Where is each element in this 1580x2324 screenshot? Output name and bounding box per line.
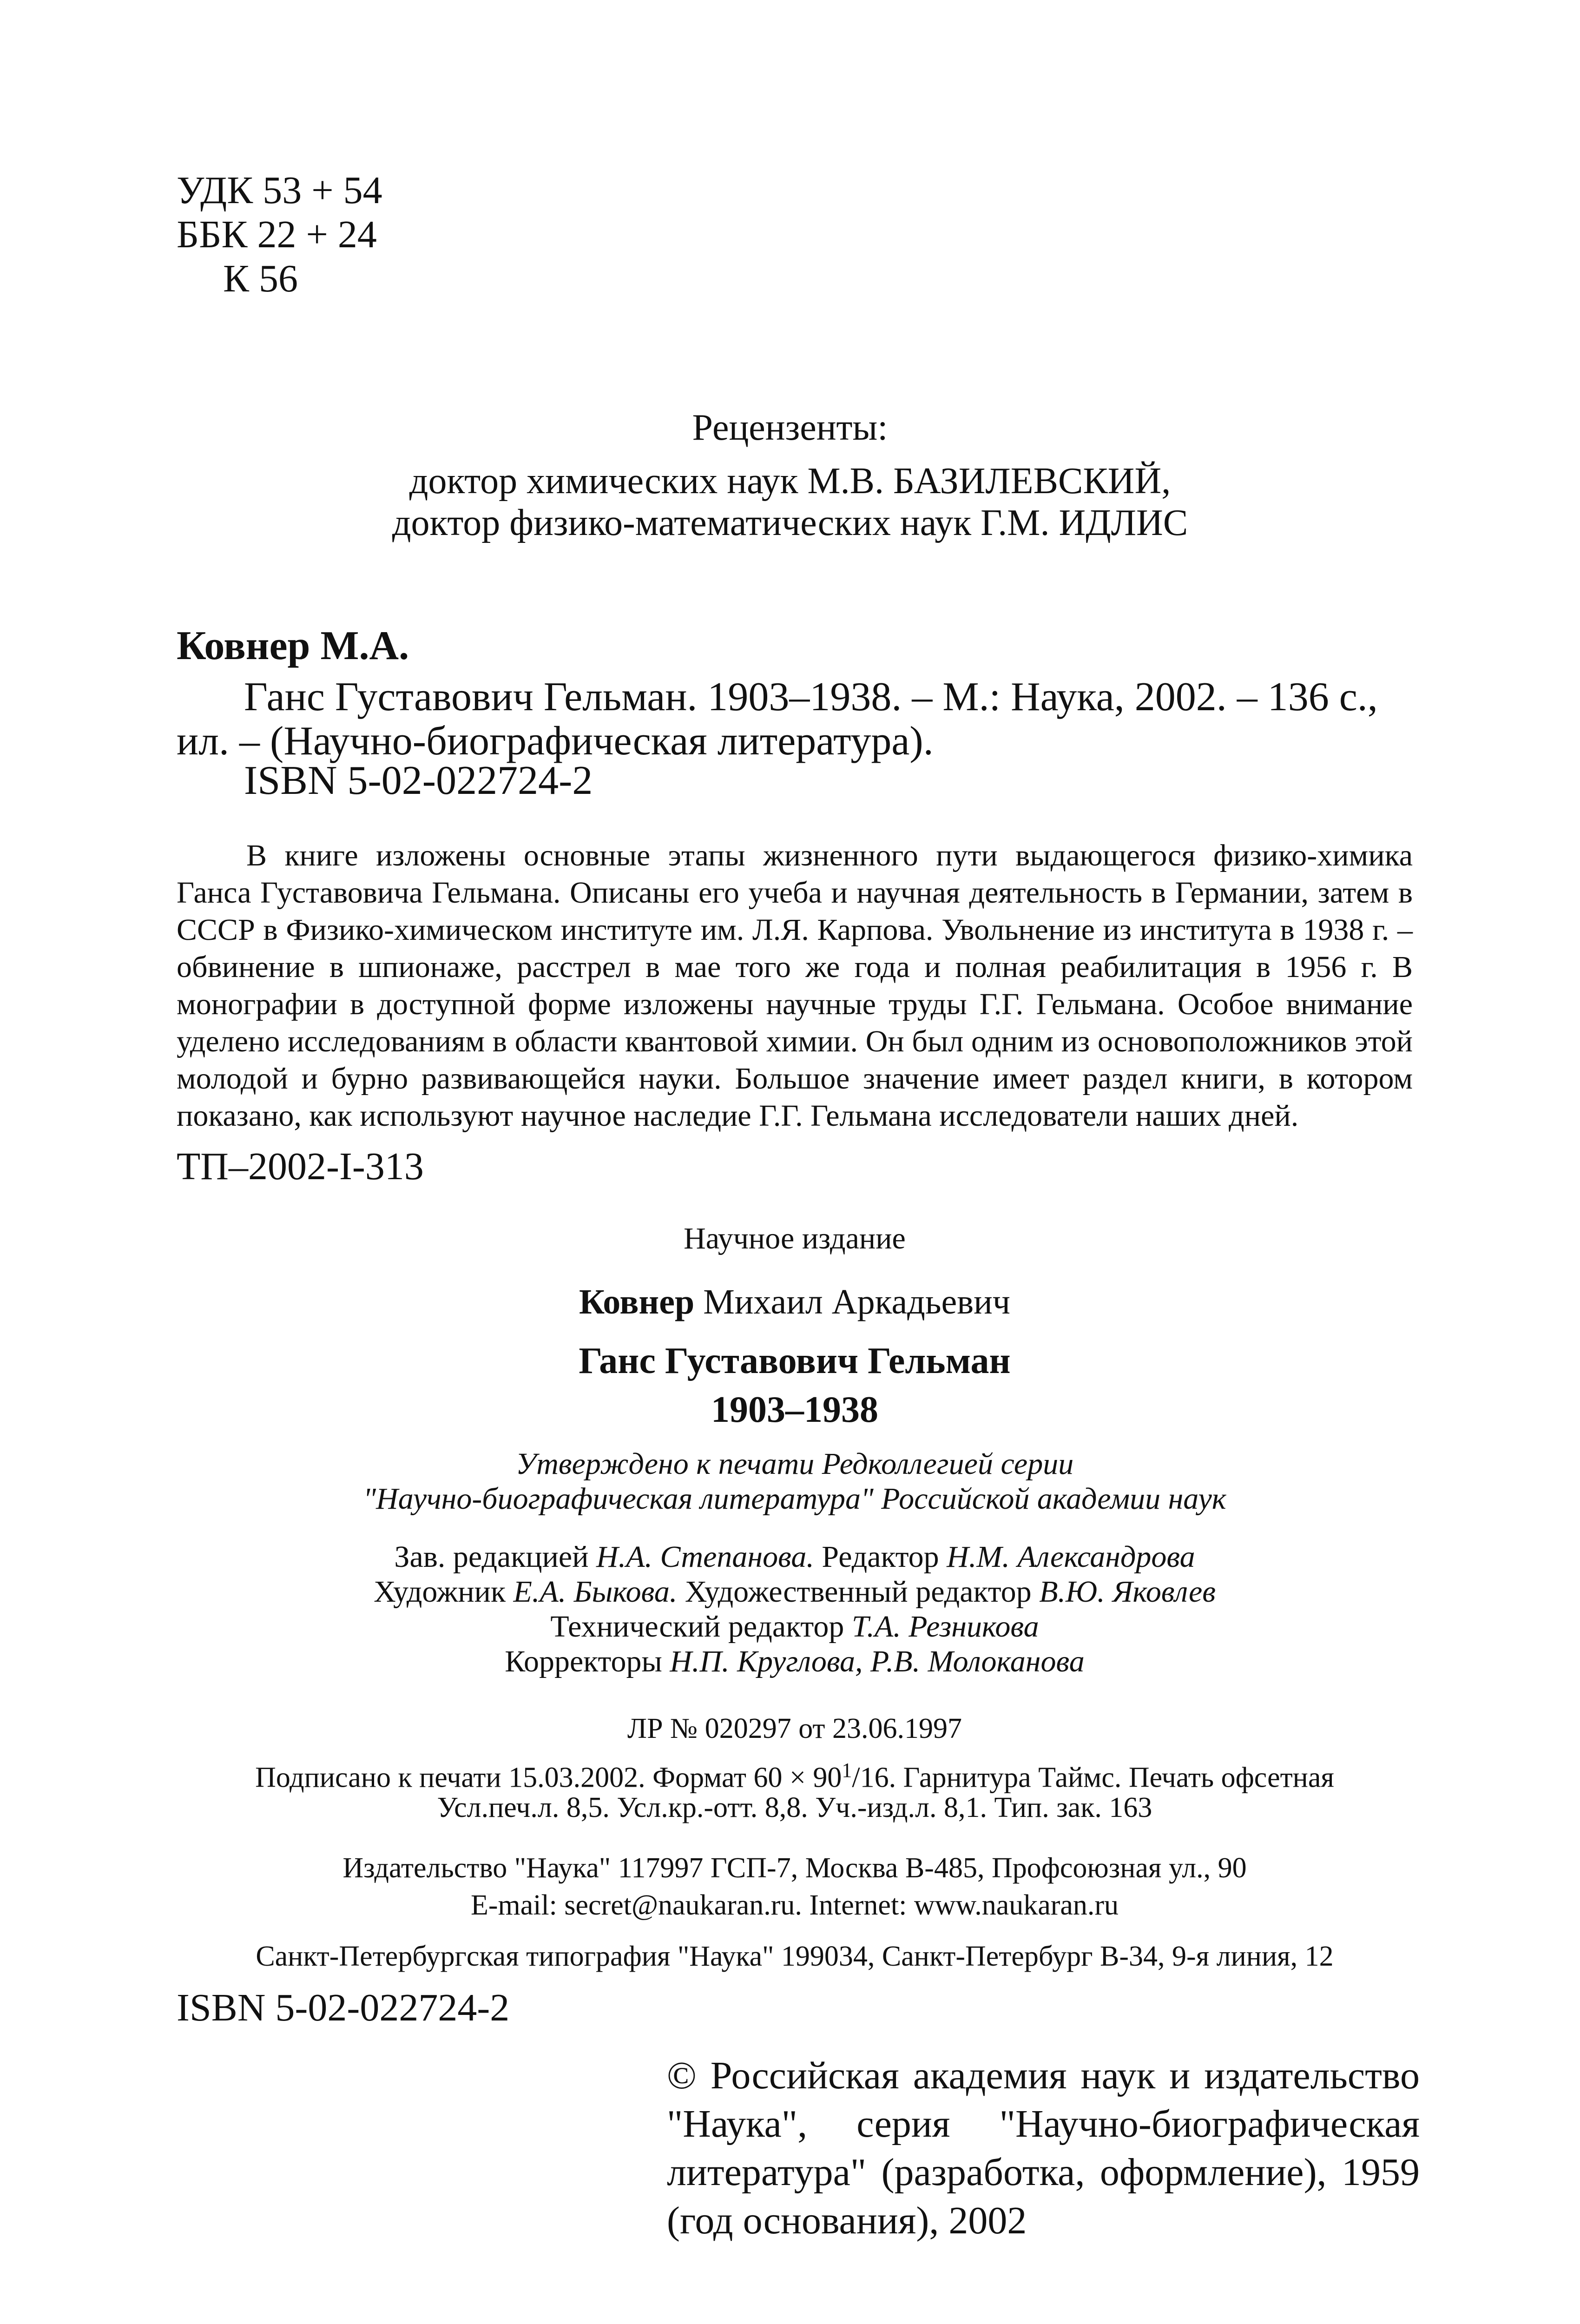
edition-type: Научное издание	[684, 1221, 906, 1255]
printer-line: Санкт-Петербургская типография "Наука" 199034, Санкт-Петербург В-34, 9-я линия, 12	[256, 1941, 1334, 1972]
staff-person: Т.А. Резникова	[851, 1610, 1039, 1644]
annotation-paragraph: В книге изложены основные этапы жизненного пути выдающегося физико-химика Ганса Густавовича Гельмана. Описаны его учеба и научная деятельность в Германии, затем в СССР в Физико-химическом институте им. Л.Я. Карпова. Увольнение из института в 1938 г. – обвинение в шпионаже, расстрел в мае того же года и полная реабилитация в 1956 г. В монографии в доступной форме изложены научные труды Г.Г. Гельмана. Особое внимание уделено исследованиям в области квантовой химии. Он был одним из основоположников этой молодой и бурно развивающейся науки. Большое значение имеет раздел книги, в котором показано, как используют научное наследие Г.Г. Гельмана исследователи наших дней.	[177, 838, 1413, 1133]
reviewer-line: доктор химических наук М.В. БАЗИЛЕВСКИЙ,	[409, 461, 1171, 502]
contacts-line: E-mail: secret@naukaran.ru. Internet: www.naukaran.ru	[470, 1889, 1119, 1921]
bib-series-line: ил. – (Научно-биографическая литература).	[177, 719, 934, 764]
staff-line	[177, 1643, 1413, 1680]
edition-author	[177, 1281, 1413, 1323]
approval-line: "Научно-биографическая литература" Российской академии наук	[363, 1482, 1226, 1516]
staff-line	[177, 1608, 1413, 1645]
staff-role: Корректоры	[505, 1644, 670, 1678]
edition-author-names: Михаил Аркадьевич	[703, 1282, 1011, 1321]
staff-line	[177, 1573, 1413, 1611]
bib-isbn: ISBN 5-02-022724-2	[244, 758, 593, 803]
staff-person: Н.М. Александрова	[947, 1540, 1195, 1574]
sheets-line: Усл.печ.л. 8,5. Усл.кр.-отт. 8,8. Уч.-изд.л. 8,1. Тип. зак. 163	[437, 1792, 1152, 1823]
footer-isbn: ISBN 5-02-022724-2	[177, 1986, 510, 2029]
staff-role: Технический редактор	[550, 1610, 852, 1644]
format-superscript: 1	[842, 1759, 852, 1782]
staff-role: Художник	[374, 1575, 514, 1609]
udk-code: УДК 53 + 54	[177, 169, 382, 212]
bib-author: Ковнер М.А.	[177, 623, 409, 668]
staff-person: Н.П. Круглова, Р.В. Молоканова	[670, 1644, 1085, 1678]
author-mark: К 56	[223, 257, 298, 300]
edition-title: Ганс Густавович Гельман	[579, 1340, 1011, 1381]
reviewers-heading: Рецензенты:	[692, 407, 888, 448]
publisher-line: Издательство "Наука" 117997 ГСП-7, Москва В-485, Профсоюзная ул., 90	[342, 1852, 1247, 1884]
license-line: ЛР № 020297 от 23.06.1997	[627, 1713, 962, 1744]
signed-text: Подписано к печати 15.03.2002. Формат 60 × 90	[255, 1762, 842, 1794]
edition-author-surname: Ковнер	[579, 1282, 695, 1321]
reviewer-line: доктор физико-математических наук Г.М. ИДЛИС	[392, 502, 1188, 543]
staff-role: Редактор	[814, 1540, 947, 1574]
edition-years: 1903–1938	[711, 1389, 878, 1430]
staff-person: Е.А. Быкова.	[513, 1575, 678, 1609]
staff-role: Зав. редакцией	[394, 1540, 597, 1574]
bbk-code: ББК 22 + 24	[177, 213, 377, 256]
staff-role: Художественный редактор	[677, 1575, 1040, 1609]
approval-line: Утверждено к печати Редколлегией серии	[515, 1447, 1074, 1481]
bib-title-line: Ганс Густавович Гельман. 1903–1938. – М.: Наука, 2002. – 136 с.,	[244, 674, 1378, 720]
signed-text: /16. Гарнитура Таймс. Печать офсетная	[852, 1762, 1334, 1794]
staff-line	[177, 1538, 1413, 1576]
tp-code: ТП–2002-I-313	[177, 1145, 424, 1188]
staff-person: Н.А. Степанова.	[596, 1540, 814, 1574]
copyright-notice: © Российская академия наук и издательство "Наука", серия "Научно-биографическая литература" (разработка, оформление), 1959 (год основания), 2002	[667, 2054, 1420, 2242]
staff-person: В.Ю. Яковлев	[1039, 1575, 1216, 1609]
